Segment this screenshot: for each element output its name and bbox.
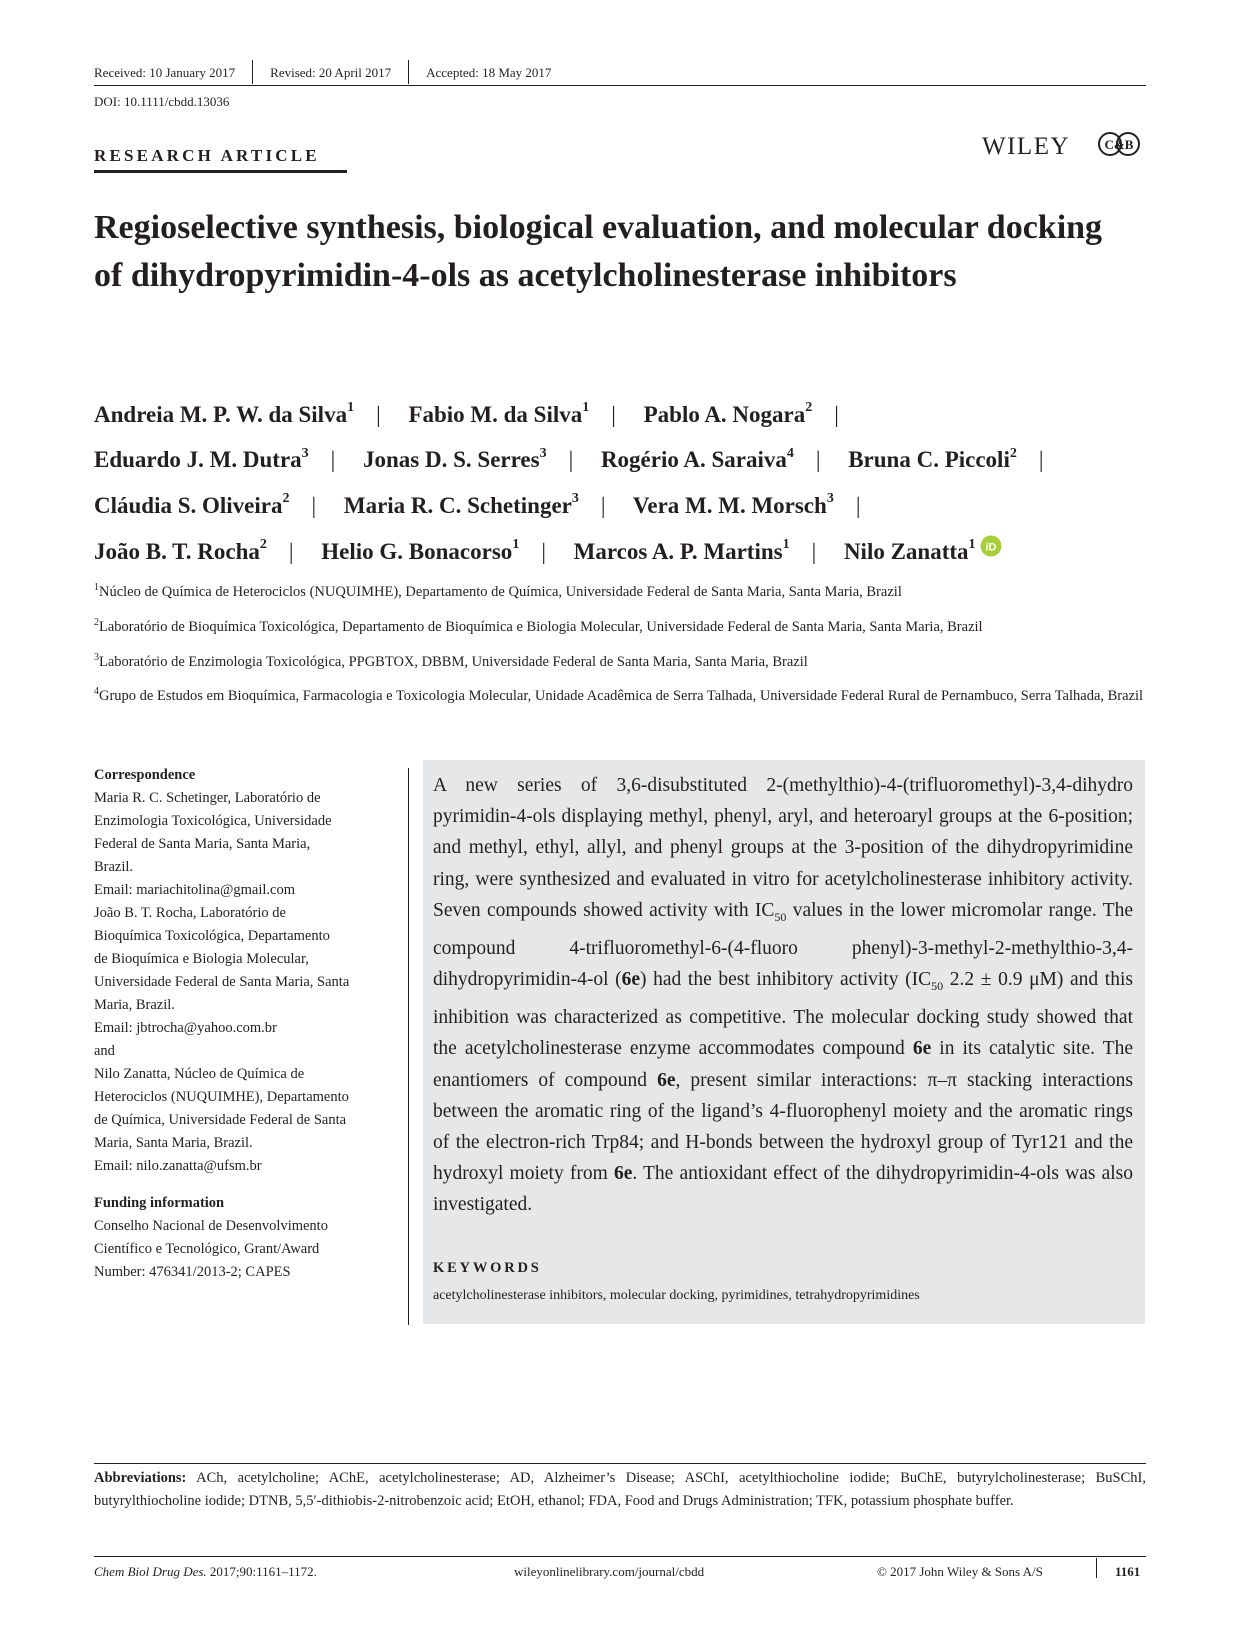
journal-logo-text: C&B	[1104, 137, 1134, 152]
author[interactable]: Cláudia S. Oliveira$^2$	[94, 491, 290, 518]
correspondence-line: de Química, Universidade Federal de Santa	[94, 1112, 347, 1128]
page-number: 1161	[1115, 1564, 1141, 1579]
correspondence-line: João B. T. Rocha, Laboratório de	[94, 905, 286, 921]
article-title: Regioselective synthesis, biological evaluation, and molecular docking of dihydropyrimidin-4-ols as acetylcholinesterase inhibitors	[94, 209, 1103, 294]
author[interactable]: Pablo A. Nogara$^2$	[643, 400, 813, 427]
affiliation: $^2$Laboratório de Bioquímica Toxicológica, Departamento de Bioquímica e Biologia Molecular, Universidade Federal de Santa Maria, Santa Maria, Brazil	[94, 616, 983, 635]
svg-text:iD: iD	[985, 541, 997, 554]
correspondence-heading: Correspondence	[94, 767, 196, 783]
correspondence-line: Enzimologia Toxicológica, Universidade	[94, 813, 332, 829]
author[interactable]: Maria R. C. Schetinger$^3$	[343, 491, 579, 518]
publisher-logo: WILEY	[982, 133, 1071, 160]
correspondence-line: Bioquímica Toxicológica, Departamento	[94, 928, 330, 944]
keywords-heading: KEYWORDS	[433, 1260, 542, 1276]
correspondence-line: Brazil.	[94, 859, 134, 875]
correspondence-line: Nilo Zanatta, Núcleo de Química de	[94, 1066, 305, 1082]
correspondence-line: Heterociclos (NUQUIMHE), Departamento	[94, 1089, 349, 1105]
abbreviations-rule	[94, 1463, 1146, 1464]
author[interactable]: Rogério A. Saraiva$^4$	[600, 445, 794, 473]
correspondence-line: de Bioquímica e Biologia Molecular,	[94, 951, 309, 967]
author[interactable]: Nilo Zanatta$^1$	[843, 536, 976, 564]
correspondence-email[interactable]: Email: mariachitolina@gmail.com	[94, 882, 295, 898]
affiliation: $^1$Núcleo de Química de Heterociclos (NUQUIMHE), Departamento de Química, Universidade Federal de Santa Maria, Santa Maria, Brazil	[94, 582, 902, 600]
affiliation: $^3$Laboratório de Enzimologia Toxicológica, PPGBTOX, DBBM, Universidade Federal de Santa Maria, Santa Maria, Brazil	[94, 651, 808, 670]
correspondence-line: and	[94, 1043, 115, 1059]
doi[interactable]: DOI: 10.1111/cbdd.13036	[94, 94, 230, 109]
correspondence-line: Maria, Brazil.	[94, 997, 175, 1013]
accepted-date: Accepted: 18 May 2017	[426, 64, 552, 80]
footer-divider	[1096, 1558, 1097, 1578]
author[interactable]: Bruna C. Piccoli$^2$	[848, 445, 1017, 473]
divider	[408, 60, 409, 84]
article-dates	[94, 62, 551, 86]
author[interactable]: João B. T. Rocha$^2$	[94, 536, 267, 564]
affiliations	[94, 576, 1154, 715]
journal-url[interactable]: wileyonlinelibrary.com/journal/cbdd	[514, 1564, 705, 1579]
orcid-icon[interactable]	[980, 529, 1002, 570]
abstract-box	[423, 760, 1145, 1324]
author[interactable]: Helio G. Bonacorso$^1$	[321, 536, 520, 564]
author[interactable]: Eduardo J. M. Dutra$^3$	[94, 445, 309, 473]
footer-rule	[94, 1556, 1146, 1557]
received-date: Received: 10 January 2017	[94, 64, 236, 80]
citation: Chem Biol Drug Des. 2017;90:1161–1172.	[94, 1564, 317, 1579]
divider	[252, 60, 253, 84]
header-rule	[94, 85, 1146, 86]
funding-line: Number: 476341/2013-2; CAPES	[94, 1264, 291, 1280]
funding-line: Conselho Nacional de Desenvolvimento	[94, 1218, 328, 1234]
journal-logo	[1096, 130, 1142, 166]
correspondence-line: Federal de Santa Maria, Santa Maria,	[94, 836, 311, 852]
keywords-text: acetylcholinesterase inhibitors, molecular docking, pyrimidines, tetrahydropyrimidines	[433, 1288, 920, 1303]
abbreviations-text: ACh, acetylcholine; AChE, acetylcholinesterase; AD, Alzheimer’s Disease; ASChI, acetylthiocholine iodide; BuChE, butyrylcholinesterase; BuSChI, butyrylthiocholine iodide; DTNB, 5,5′-dithiobis-2-nitrobenzoic acid; EtOH, ethanol; FDA, Food and Drugs Administration; TFK, potassium phosphate buffer.	[94, 1470, 1146, 1509]
author[interactable]: Jonas D. S. Serres$^3$	[363, 445, 547, 473]
abbreviations	[94, 1467, 1146, 1513]
correspondence-line: Maria R. C. Schetinger, Laboratório de	[94, 790, 321, 806]
author[interactable]: Fabio M. da Silva$^1$	[408, 400, 590, 427]
correspondence-column	[94, 764, 394, 1284]
funding-line: Científico e Tecnológico, Grant/Award	[94, 1241, 320, 1257]
copyright: © 2017 John Wiley & Sons A/S	[877, 1564, 1043, 1579]
correspondence-email[interactable]: Email: jbtrocha@yahoo.com.br	[94, 1020, 277, 1036]
affiliation: $^4$Grupo de Estudos em Bioquímica, Farmacologia e Toxicologia Molecular, Unidade Acadêmica de Serra Talhada, Universidade Federal Rural de Pernambuco, Serra Talhada, Brazil	[94, 686, 1144, 705]
author[interactable]: Andreia M. P. W. da Silva$^1$	[94, 400, 355, 427]
funding-heading: Funding information	[94, 1195, 225, 1211]
author[interactable]: Vera M. M. Morsch$^3$	[632, 491, 834, 518]
section-label: RESEARCH ARTICLE	[94, 146, 320, 165]
author-list: Andreia M. P. W. da Silva$^1$ | Fabio M. da Silva$^1$ | Pablo A. Nogara$^2$ | Eduardo J. M. Dutra$^3$ | Jonas D. S. Serres$^3$ | Rogério A. Saraiva$^4$ | Bruna C. Piccoli$^2$ | Cláudia S. Oliveira$^2$ | Maria R. C. Schetinger$^3$ | Vera M. M. Morsch$^3$ | João B. T. Rocha$^2$ | Helio G. Bonacorso$^1$ | Marcos A. P. Martins$^1$ | Nilo Zanatta$^1$ iD	[94, 389, 1154, 574]
column-divider	[408, 768, 409, 1325]
correspondence-line: Universidade Federal de Santa Maria, Santa	[94, 974, 350, 990]
abstract-text: A new series of 3,6-disubstituted 2-(methylthio)-4-(trifluoromethyl)-3,4-dihydro pyrimidin-4-ols displaying methyl, phenyl, aryl, and heteroaryl groups at the 6-position; and methyl, ethyl, allyl, and phenyl groups at the 3-position of the dihydropyrimidine ring, were synthesized and evaluated in vitro for acetylcholinesterase inhibitory activity. Seven compounds showed activity with $IC_{50}$ values in the lower micromolar range. The compound 4-trifluoromethyl-6-(4-fluoro phenyl)-3-methyl-2-methylthio-3,4-dihydropyrimidin-4-ol (6e) had the best inhibitory activity ($IC_{50}$ 2.2 ± 0.9 μM) and this inhibition was characterized as competitive. The molecular docking study showed that the acetylcholinesterase enzyme accommodates compound 6e in its catalytic site. The enantiomers of compound 6e, present similar interactions: π–π stacking interactions between the aromatic ring of the ligand’s 4-fluorophenyl moiety and the aromatic rings of the electron-rich Trp84; and H-bonds between the hydroxyl group of Tyr121 and the hydroxyl moiety from 6e. The antioxidant effect of the dihydropyrimidin-4-ols was also investigated.	[433, 775, 1134, 1216]
revised-date: Revised: 20 April 2017	[270, 64, 392, 80]
author[interactable]: Marcos A. P. Martins$^1$	[573, 536, 790, 564]
section-label-underline	[94, 170, 347, 173]
correspondence-line: Maria, Santa Maria, Brazil.	[94, 1135, 253, 1151]
abbreviations-label: Abbreviations:	[94, 1470, 187, 1486]
correspondence-email[interactable]: Email: nilo.zanatta@ufsm.br	[94, 1158, 262, 1174]
